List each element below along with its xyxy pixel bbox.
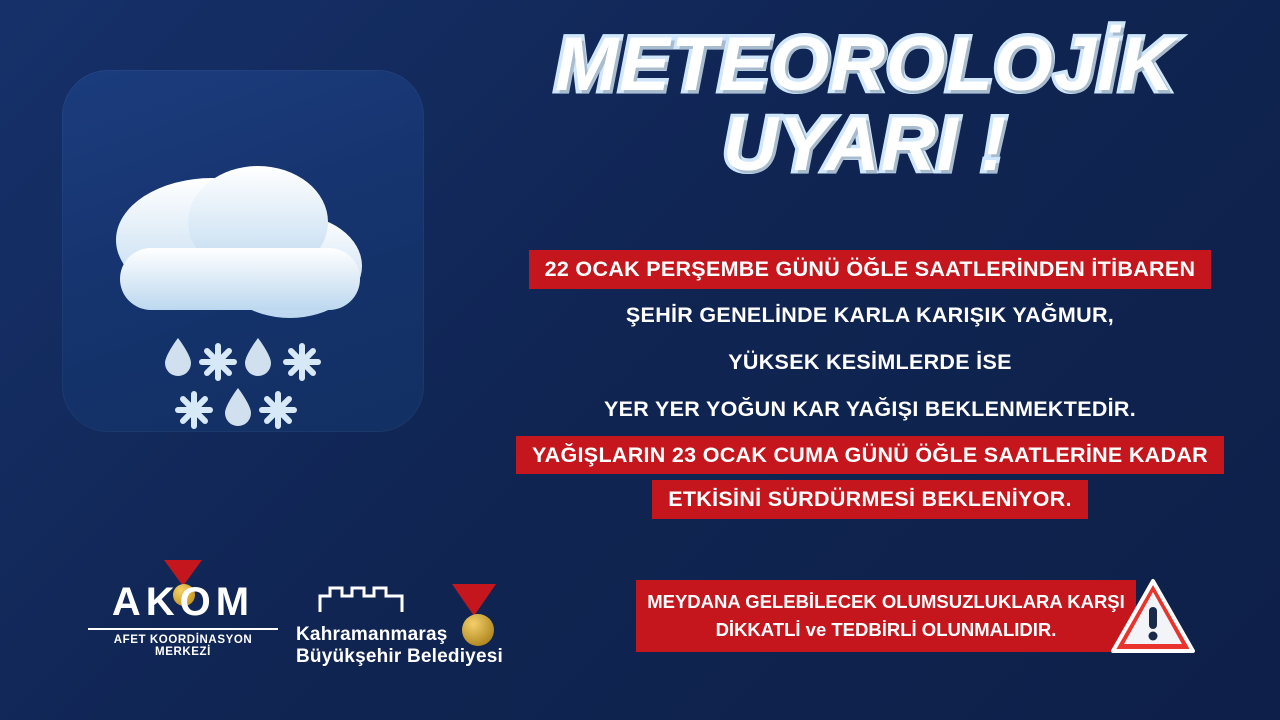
message-row [470, 480, 1270, 519]
message-line: YAĞIŞLARIN 23 OCAK CUMA GÜNÜ ÖĞLE SAATLERİNE KADAR [516, 436, 1224, 475]
warning-triangle-icon [1110, 578, 1196, 656]
message-line: YÜKSEK KESİMLERDE İSE [728, 349, 1012, 374]
message-line: 22 OCAK PERŞEMBE GÜNÜ ÖĞLE SAATLERİNDEN İTİBAREN [529, 250, 1212, 289]
message-row [470, 436, 1270, 475]
caution-banner [636, 580, 1136, 652]
cloud-rain-snow-icon [62, 70, 424, 432]
message-row [470, 342, 1270, 383]
municipality-name [296, 624, 503, 669]
weather-icon-card [62, 70, 424, 432]
message-row [470, 295, 1270, 336]
message-row [470, 389, 1270, 430]
headline-line-1: METEOROLOJİK [554, 22, 1176, 107]
caution-line-2: DİKKATLİ ve TEDBİRLİ OLUNMALIDIR. [715, 619, 1057, 640]
castle-wall-icon [318, 584, 404, 614]
page-title [470, 22, 1260, 188]
warning-message [470, 250, 1270, 525]
message-line: YER YER YOĞUN KAR YAĞIŞI BEKLENMEKTEDİR. [603, 396, 1137, 421]
message-row [470, 250, 1270, 289]
caution-line-1: MEYDANA GELEBİLECEK OLUMSUZLUKLARA KARŞI [647, 591, 1125, 613]
message-line: ETKİSİNİ SÜRDÜRMESİ BEKLENİYOR. [652, 480, 1088, 519]
akom-subtitle: AFET KOORDİNASYON MERKEZİ [88, 628, 278, 658]
map-pin-icon [452, 584, 496, 616]
headline-line-2: UYARI ! [722, 102, 1008, 188]
message-line: ŞEHİR GENELİNDE KARLA KARIŞIK YAĞMUR, [625, 302, 1115, 327]
akom-logo [88, 582, 278, 658]
akom-wordmark: AKOM [111, 580, 255, 624]
municipality-line-1: Kahramanmaraş [296, 624, 448, 645]
municipality-line-2: Büyükşehir Belediyesi [296, 646, 503, 668]
